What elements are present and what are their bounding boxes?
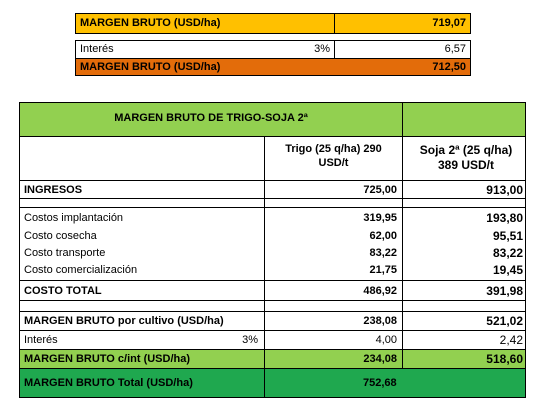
margen-cint-label: MARGEN BRUTO c/int (USD/ha) (24, 353, 191, 365)
costo-total-label: COSTO TOTAL (24, 285, 102, 297)
cost-cosecha-v2: 95,51 (492, 229, 523, 243)
ingresos-v2: 913,00 (486, 183, 523, 197)
cost-cosecha-label: Costo cosecha (24, 230, 97, 242)
interes-label: Interés (24, 334, 58, 346)
margen-total-label: MARGEN BRUTO Total (USD/ha) (24, 377, 193, 389)
top-row2-value: 6,57 (444, 43, 466, 55)
cost-transporte-v1: 83,22 (369, 247, 397, 259)
top-row2-label: Interés (80, 43, 114, 55)
top-row1-value: 719,07 (432, 17, 466, 29)
col1-header: Trigo (25 q/ha) 290 USD/t (285, 143, 382, 169)
col2-header: Soja 2ª (25 q/ha) 389 USD/t (419, 143, 513, 172)
cost-comercializacion-v2: 19,45 (492, 263, 523, 277)
cost-comercializacion-label: Costo comercialización (24, 264, 138, 276)
margen-cint-v2: 518,60 (486, 352, 523, 366)
cost-implantacion-v2: 193,80 (486, 211, 523, 225)
costo-total-v2: 391,98 (486, 284, 523, 298)
margen-cint-v1: 234,08 (363, 353, 397, 365)
cost-implantacion-label: Costos implantación (24, 212, 124, 224)
margen-cultivo-label: MARGEN BRUTO por cultivo (USD/ha) (24, 315, 224, 327)
margen-cultivo-v1: 238,08 (363, 315, 397, 327)
interes-pct: 3% (242, 334, 258, 346)
margen-total-value: 752,68 (363, 377, 397, 389)
top-row1-label: MARGEN BRUTO (USD/ha) (80, 17, 221, 29)
ingresos-label: INGRESOS (24, 184, 83, 196)
cost-transporte-label: Costo transporte (24, 247, 106, 259)
cost-comercializacion-v1: 21,75 (369, 264, 397, 276)
interes-v1: 4,00 (375, 334, 397, 346)
cost-cosecha-v1: 62,00 (369, 230, 397, 242)
costo-total-v1: 486,92 (363, 285, 397, 297)
main-title: MARGEN BRUTO DE TRIGO-SOJA 2ª (114, 112, 308, 124)
margen-cultivo-v2: 521,02 (486, 314, 523, 328)
ingresos-v1: 725,00 (363, 184, 397, 196)
interes-v2: 2,42 (499, 333, 523, 347)
cost-transporte-v2: 83,22 (492, 246, 523, 260)
top-row3-value: 712,50 (432, 61, 466, 73)
cost-implantacion-v1: 319,95 (363, 212, 397, 224)
top-row3-label: MARGEN BRUTO (USD/ha) (80, 61, 221, 73)
top-row2-pct: 3% (314, 43, 330, 55)
